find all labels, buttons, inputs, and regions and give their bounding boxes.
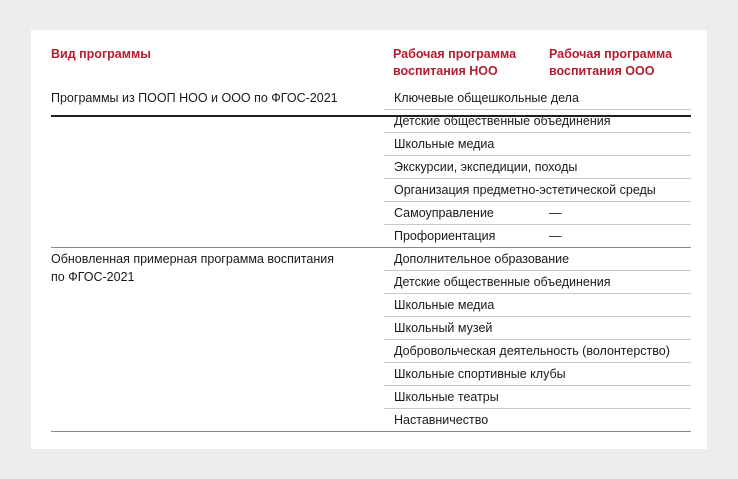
table-row [384, 225, 691, 248]
row-label: Добровольческая деятельность (волонтерство) [394, 344, 670, 358]
row-value: — [549, 206, 562, 220]
group-label: Программы из ПООП НОО и ООО по ФГОС-2021 [51, 91, 338, 105]
table-row [384, 110, 691, 133]
group-label: Обновленная примерная программа воспитания по ФГОС-2021 [51, 252, 335, 284]
header-noo: Рабочая программа воспитания НОО [393, 47, 517, 78]
table-row [384, 409, 691, 432]
table-row [384, 202, 691, 225]
row-label: Наставничество [394, 413, 489, 427]
table-row [384, 87, 691, 110]
table-row [384, 317, 691, 340]
table-row [384, 179, 691, 202]
table-row [384, 271, 691, 294]
header-program-type: Вид программы [51, 47, 151, 61]
row-label: Экскурсии, экспедиции, походы [394, 160, 578, 174]
row-label: Ключевые общешкольные дела [394, 91, 579, 105]
table-row [384, 156, 691, 179]
row-label: Детские общественные объединения [394, 275, 611, 289]
program-table [31, 30, 707, 449]
row-label: Профориентация [394, 229, 496, 243]
group-divider [51, 431, 691, 432]
row-label: Школьные спортивные клубы [394, 367, 566, 381]
row-value: — [549, 229, 562, 243]
table-row [384, 386, 691, 409]
row-label: Организация предметно-эстетической среды [394, 183, 656, 197]
table-row [384, 133, 691, 156]
row-label: Самоуправление [394, 206, 494, 220]
row-label: Школьный музей [394, 321, 493, 335]
table-row [384, 248, 691, 271]
row-label: Школьные медиа [394, 298, 495, 312]
table-row [384, 340, 691, 363]
table-row [384, 363, 691, 386]
header-ooo: Рабочая программа воспитания ООО [549, 47, 673, 78]
table-row [384, 294, 691, 317]
row-label: Детские общественные объединения [394, 114, 611, 128]
row-label: Дополнительное образование [394, 252, 570, 266]
row-label: Школьные медиа [394, 137, 495, 151]
row-label: Школьные театры [394, 390, 499, 404]
